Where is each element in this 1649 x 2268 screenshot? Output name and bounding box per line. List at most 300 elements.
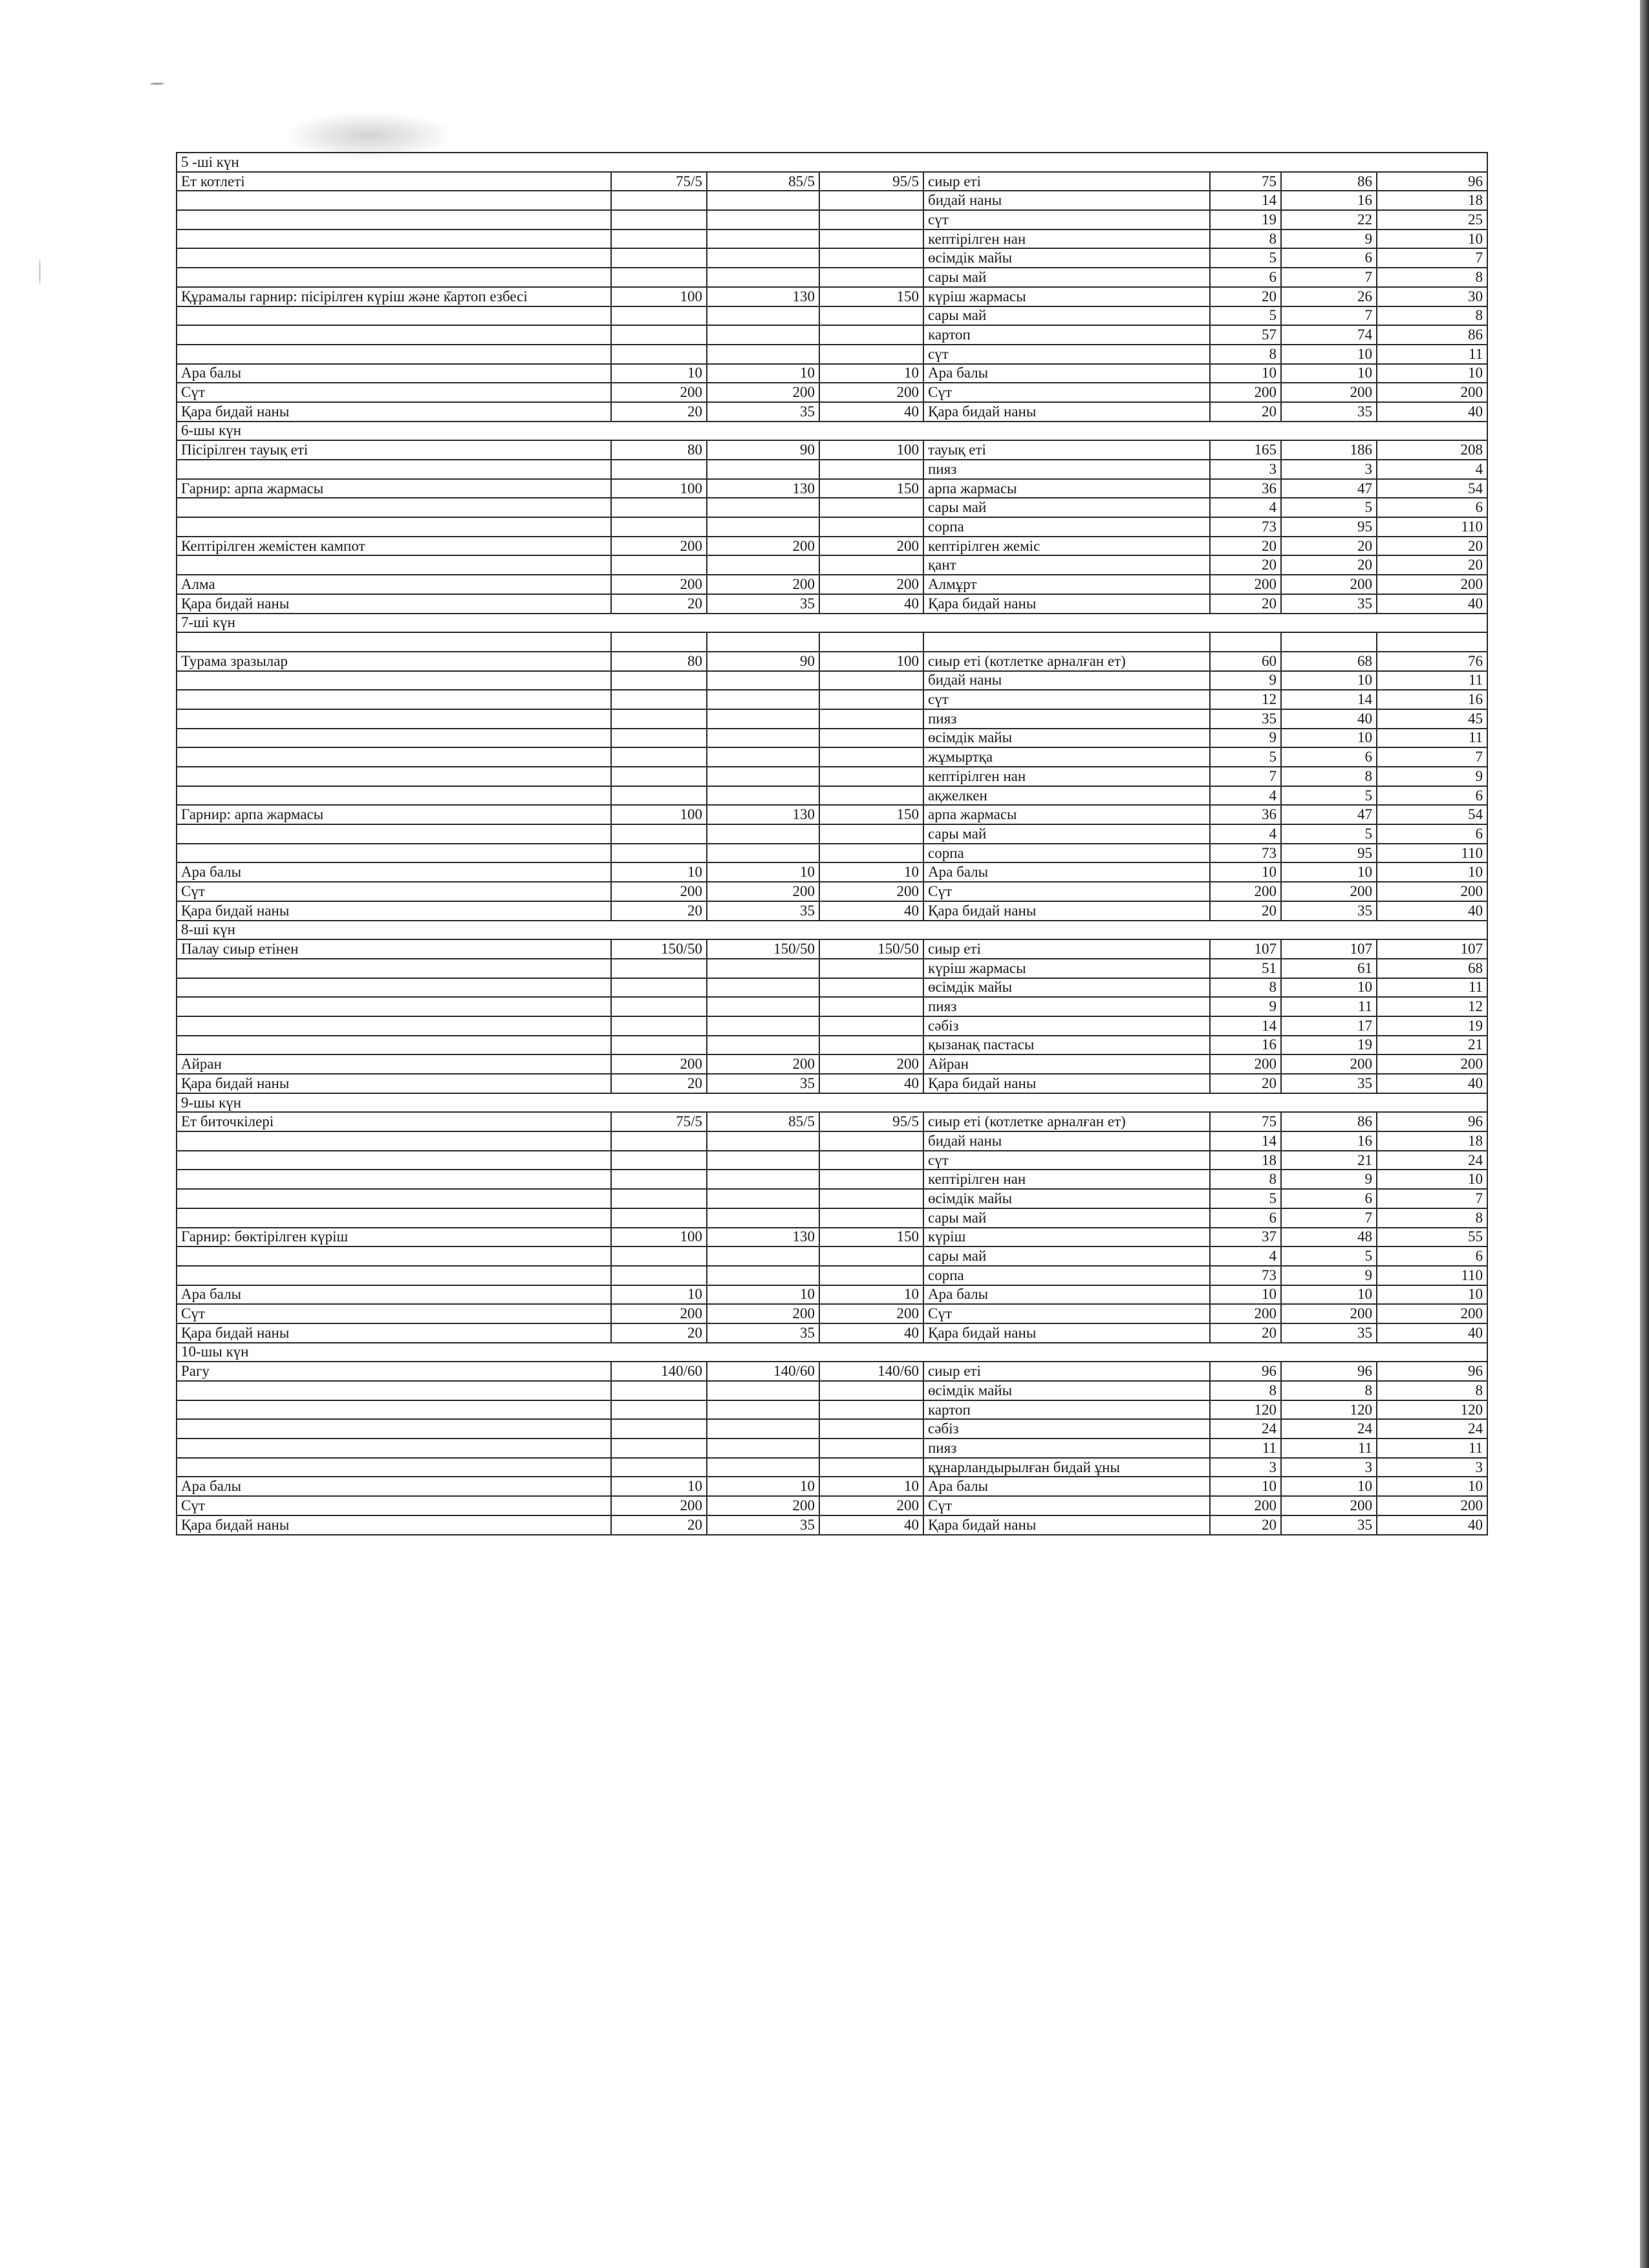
quantity-cell: 86 (1281, 1112, 1377, 1131)
quantity-cell: 200 (1377, 1496, 1487, 1515)
ingredient-cell: сәбіз (923, 1016, 1210, 1036)
ingredient-cell: бидай наны (923, 191, 1210, 210)
quantity-cell: 4 (1210, 824, 1281, 844)
quantity-cell: 26 (1281, 287, 1377, 306)
ingredient-cell: сүт (923, 1151, 1210, 1170)
quantity-cell: 6 (1281, 1189, 1377, 1208)
table-row (177, 1266, 1487, 1285)
dish-name-cell: Алма (177, 575, 611, 594)
portion-cell: 80 (611, 440, 707, 460)
quantity-cell: 35 (1281, 1515, 1377, 1535)
day-title: 6-шы күн (177, 422, 1487, 441)
portion-cell (707, 325, 819, 345)
quantity-cell: 9 (1210, 671, 1281, 690)
portion-cell: 100 (819, 440, 923, 460)
quantity-cell: 8 (1210, 978, 1281, 998)
portion-cell: 10 (819, 1477, 923, 1496)
portion-cell: 95/5 (819, 172, 923, 191)
portion-cell: 20 (611, 594, 707, 614)
table-row (177, 747, 1487, 767)
portion-cell: 10 (819, 862, 923, 882)
quantity-cell: 10 (1281, 1477, 1377, 1496)
portion-cell (611, 671, 707, 690)
ingredient-cell: сары май (923, 268, 1210, 287)
table-row (177, 1362, 1487, 1381)
portion-cell (819, 709, 923, 729)
portion-cell (819, 325, 923, 345)
portion-cell: 35 (707, 901, 819, 921)
dish-name-cell: Кептірілген жемістен кампот (177, 537, 611, 556)
quantity-cell: 110 (1377, 1266, 1487, 1285)
dish-name-cell: Қара бидай наны (177, 402, 611, 422)
portion-cell: 200 (707, 1304, 819, 1323)
quantity-cell: 7 (1210, 767, 1281, 786)
day-title: 7-ші күн (177, 614, 1487, 633)
portion-cell (611, 1381, 707, 1400)
portion-cell (611, 1016, 707, 1036)
ingredient-cell: Ара балы (923, 1477, 1210, 1496)
ingredient-cell: сорпа (923, 517, 1210, 537)
quantity-cell: 96 (1377, 172, 1487, 191)
portion-cell (611, 248, 707, 268)
portion-cell (819, 345, 923, 364)
quantity-cell: 5 (1210, 1189, 1281, 1208)
quantity-cell: 86 (1281, 172, 1377, 191)
table-row (177, 594, 1487, 614)
quantity-cell: 6 (1377, 1246, 1487, 1266)
quantity-cell: 200 (1210, 383, 1281, 402)
ingredient-cell: Сүт (923, 1496, 1210, 1515)
portion-cell (819, 824, 923, 844)
portion-cell (611, 786, 707, 806)
dish-name-cell (177, 1016, 611, 1036)
table-row (177, 1208, 1487, 1228)
ingredient-cell: картоп (923, 325, 1210, 345)
portion-cell (707, 191, 819, 210)
dish-name-cell (177, 844, 611, 863)
portion-cell: 200 (611, 1304, 707, 1323)
dish-name-cell: Айран (177, 1054, 611, 1074)
dish-name-cell: Гарнир: арпа жармасы (177, 805, 611, 824)
quantity-cell: 8 (1210, 345, 1281, 364)
table-row (177, 786, 1487, 806)
dish-name-cell (177, 959, 611, 978)
portion-cell (611, 191, 707, 210)
quantity-cell: 165 (1210, 440, 1281, 460)
dish-name-cell: Гарнир: бөктірілген күріш (177, 1228, 611, 1247)
dish-name-cell (177, 786, 611, 806)
portion-cell (611, 978, 707, 998)
dish-name-cell (177, 1131, 611, 1151)
quantity-cell: 16 (1377, 690, 1487, 709)
quantity-cell: 40 (1377, 901, 1487, 921)
menu-table (176, 152, 1488, 1535)
table-row (177, 1112, 1487, 1131)
portion-cell (611, 1400, 707, 1420)
dish-name-cell: Ара балы (177, 364, 611, 383)
quantity-cell: 4 (1377, 460, 1487, 479)
dish-name-cell: Қара бидай наны (177, 594, 611, 614)
quantity-cell: 20 (1377, 537, 1487, 556)
quantity-cell: 110 (1377, 517, 1487, 537)
day-title: 9-шы күн (177, 1093, 1487, 1113)
quantity-cell: 200 (1377, 383, 1487, 402)
day-header-row (177, 614, 1487, 633)
table-row (177, 287, 1487, 306)
ingredient-cell: тауық еті (923, 440, 1210, 460)
portion-cell (819, 1170, 923, 1189)
quantity-cell: 22 (1281, 210, 1377, 230)
table-row (177, 690, 1487, 709)
ingredient-cell: бидай наны (923, 1131, 1210, 1151)
quantity-cell: 20 (1210, 901, 1281, 921)
table-row (177, 882, 1487, 901)
ingredient-cell: сиыр еті (923, 939, 1210, 959)
dish-name-cell: Сүт (177, 1304, 611, 1323)
portion-cell (611, 210, 707, 230)
quantity-cell: 5 (1210, 248, 1281, 268)
portion-cell: 95/5 (819, 1112, 923, 1131)
quantity-cell: 200 (1210, 1054, 1281, 1074)
portion-cell (819, 997, 923, 1016)
dish-name-cell (177, 1208, 611, 1228)
quantity-cell: 40 (1377, 594, 1487, 614)
quantity-cell: 10 (1377, 862, 1487, 882)
dish-name-cell: Қара бидай наны (177, 1323, 611, 1343)
portion-cell: 150/50 (819, 939, 923, 959)
quantity-cell: 40 (1377, 1074, 1487, 1093)
quantity-cell (1281, 632, 1377, 652)
portion-cell (707, 747, 819, 767)
table-row (177, 997, 1487, 1016)
quantity-cell: 11 (1377, 1439, 1487, 1458)
quantity-cell: 6 (1210, 1208, 1281, 1228)
ingredient-cell: Қара бидай наны (923, 594, 1210, 614)
quantity-cell: 20 (1210, 1074, 1281, 1093)
quantity-cell: 208 (1377, 440, 1487, 460)
ingredient-cell: сүт (923, 210, 1210, 230)
quantity-cell: 9 (1281, 1266, 1377, 1285)
portion-cell: 40 (819, 1515, 923, 1535)
quantity-cell: 5 (1281, 786, 1377, 806)
quantity-cell: 200 (1210, 575, 1281, 594)
portion-cell (819, 1381, 923, 1400)
portion-cell (707, 844, 819, 863)
quantity-cell: 7 (1377, 747, 1487, 767)
quantity-cell: 74 (1281, 325, 1377, 345)
quantity-cell: 9 (1210, 729, 1281, 748)
quantity-cell: 40 (1281, 709, 1377, 729)
table-row (177, 1439, 1487, 1458)
ingredient-cell: сиыр еті (котлетке арналған ет) (923, 1112, 1210, 1131)
quantity-cell: 200 (1377, 575, 1487, 594)
portion-cell: 85/5 (707, 1112, 819, 1131)
quantity-cell: 4 (1210, 1246, 1281, 1266)
table-row (177, 1400, 1487, 1420)
quantity-cell: 11 (1377, 345, 1487, 364)
table-row (177, 729, 1487, 748)
portion-cell (611, 498, 707, 517)
portion-cell (819, 671, 923, 690)
table-row (177, 1496, 1487, 1515)
day-title: 5 -ші күн (177, 153, 1487, 172)
ingredient-cell: ақжелкен (923, 786, 1210, 806)
portion-cell (611, 747, 707, 767)
dish-name-cell (177, 1400, 611, 1420)
portion-cell (611, 1439, 707, 1458)
table-row (177, 555, 1487, 575)
ingredient-cell: өсімдік майы (923, 248, 1210, 268)
portion-cell: 200 (707, 537, 819, 556)
quantity-cell: 96 (1377, 1112, 1487, 1131)
table-row (177, 671, 1487, 690)
quantity-cell: 200 (1281, 383, 1377, 402)
quantity-cell: 9 (1210, 997, 1281, 1016)
quantity-cell: 20 (1377, 555, 1487, 575)
portion-cell (611, 460, 707, 479)
quantity-cell: 10 (1281, 364, 1377, 383)
dish-name-cell: Ара балы (177, 1477, 611, 1496)
portion-cell: 10 (707, 1285, 819, 1305)
portion-cell (707, 498, 819, 517)
portion-cell (707, 1458, 819, 1477)
quantity-cell: 200 (1210, 1304, 1281, 1323)
quantity-cell: 61 (1281, 959, 1377, 978)
quantity-cell: 75 (1210, 1112, 1281, 1131)
portion-cell: 200 (819, 1054, 923, 1074)
quantity-cell: 21 (1281, 1151, 1377, 1170)
quantity-cell: 8 (1210, 1170, 1281, 1189)
portion-cell (611, 632, 707, 652)
portion-cell (707, 1246, 819, 1266)
portion-cell (707, 824, 819, 844)
day-header-row (177, 153, 1487, 172)
quantity-cell: 19 (1377, 1016, 1487, 1036)
portion-cell (819, 844, 923, 863)
quantity-cell: 8 (1281, 1381, 1377, 1400)
quantity-cell: 9 (1377, 767, 1487, 786)
portion-cell (611, 555, 707, 575)
quantity-cell: 200 (1281, 575, 1377, 594)
quantity-cell: 9 (1281, 230, 1377, 249)
portion-cell (819, 747, 923, 767)
quantity-cell: 24 (1281, 1419, 1377, 1439)
dish-name-cell: Қара бидай наны (177, 1074, 611, 1093)
table-row (177, 862, 1487, 882)
quantity-cell: 25 (1377, 210, 1487, 230)
quantity-cell: 8 (1377, 1381, 1487, 1400)
ingredient-cell: Қара бидай наны (923, 402, 1210, 422)
portion-cell: 140/60 (707, 1362, 819, 1381)
portion-cell (819, 498, 923, 517)
portion-cell (819, 1419, 923, 1439)
table-row (177, 632, 1487, 652)
portion-cell (819, 767, 923, 786)
portion-cell (707, 1170, 819, 1189)
table-row (177, 1458, 1487, 1477)
ingredient-cell: арпа жармасы (923, 805, 1210, 824)
table-row (177, 1304, 1487, 1323)
quantity-cell: 96 (1377, 1362, 1487, 1381)
quantity-cell: 5 (1281, 1246, 1377, 1266)
quantity-cell: 11 (1281, 1439, 1377, 1458)
quantity-cell: 18 (1210, 1151, 1281, 1170)
portion-cell: 35 (707, 1323, 819, 1343)
portion-cell: 85/5 (707, 172, 819, 191)
dish-name-cell: Ет биточкілері (177, 1112, 611, 1131)
portion-cell: 40 (819, 901, 923, 921)
quantity-cell: 10 (1210, 1477, 1281, 1496)
portion-cell: 20 (611, 901, 707, 921)
portion-cell (707, 632, 819, 652)
portion-cell (611, 345, 707, 364)
table-row (177, 1036, 1487, 1055)
dish-name-cell (177, 191, 611, 210)
quantity-cell: 8 (1210, 1381, 1281, 1400)
quantity-cell: 24 (1210, 1419, 1281, 1439)
portion-cell: 200 (611, 575, 707, 594)
portion-cell (819, 306, 923, 326)
portion-cell: 200 (819, 575, 923, 594)
quantity-cell: 107 (1281, 939, 1377, 959)
table-row (177, 306, 1487, 326)
portion-cell (611, 1170, 707, 1189)
dish-name-cell (177, 747, 611, 767)
portion-cell: 200 (611, 383, 707, 402)
quantity-cell: 30 (1377, 287, 1487, 306)
quantity-cell: 68 (1281, 652, 1377, 671)
quantity-cell: 19 (1281, 1036, 1377, 1055)
day-header-row (177, 921, 1487, 940)
ingredient-cell: Ара балы (923, 364, 1210, 383)
quantity-cell: 21 (1377, 1036, 1487, 1055)
table-row (177, 805, 1487, 824)
portion-cell: 140/60 (611, 1362, 707, 1381)
dish-name-cell (177, 1266, 611, 1285)
dish-name-cell: Сүт (177, 383, 611, 402)
quantity-cell: 7 (1377, 1189, 1487, 1208)
quantity-cell: 3 (1210, 1458, 1281, 1477)
portion-cell (611, 844, 707, 863)
portion-cell (819, 978, 923, 998)
quantity-cell: 16 (1281, 1131, 1377, 1151)
ingredient-cell: өсімдік майы (923, 1189, 1210, 1208)
portion-cell: 200 (611, 1496, 707, 1515)
quantity-cell: 120 (1210, 1400, 1281, 1420)
portion-cell: 20 (611, 1074, 707, 1093)
dish-name-cell (177, 345, 611, 364)
quantity-cell: 12 (1210, 690, 1281, 709)
dish-name-cell (177, 1458, 611, 1477)
ingredient-cell: күріш жармасы (923, 959, 1210, 978)
ingredient-cell: кептірілген нан (923, 767, 1210, 786)
ingredient-cell: Сүт (923, 882, 1210, 901)
portion-cell (611, 997, 707, 1016)
portion-cell (819, 517, 923, 537)
dish-name-cell (177, 325, 611, 345)
ingredient-cell: Сүт (923, 1304, 1210, 1323)
dish-name-cell: Ара балы (177, 1285, 611, 1305)
dish-name-cell (177, 709, 611, 729)
quantity-cell: 12 (1377, 997, 1487, 1016)
portion-cell (819, 729, 923, 748)
ingredient-cell: құнарландырылған бидай ұны (923, 1458, 1210, 1477)
portion-cell (611, 1208, 707, 1228)
quantity-cell: 10 (1281, 671, 1377, 690)
quantity-cell: 10 (1210, 1285, 1281, 1305)
dish-name-cell (177, 690, 611, 709)
portion-cell: 10 (611, 1477, 707, 1496)
portion-cell: 200 (611, 537, 707, 556)
portion-cell (707, 1400, 819, 1420)
ingredient-cell: сары май (923, 306, 1210, 326)
quantity-cell: 40 (1377, 402, 1487, 422)
portion-cell (707, 1036, 819, 1055)
portion-cell (611, 325, 707, 345)
table-row (177, 1419, 1487, 1439)
quantity-cell: 51 (1210, 959, 1281, 978)
quantity-cell: 60 (1210, 652, 1281, 671)
ingredient-cell: кептірілген нан (923, 1170, 1210, 1189)
portion-cell (611, 690, 707, 709)
dish-name-cell: Сүт (177, 1496, 611, 1515)
portion-cell (611, 1131, 707, 1151)
table-row (177, 767, 1487, 786)
quantity-cell: 35 (1281, 594, 1377, 614)
quantity-cell: 186 (1281, 440, 1377, 460)
quantity-cell: 20 (1210, 537, 1281, 556)
portion-cell (707, 1266, 819, 1285)
quantity-cell: 57 (1210, 325, 1281, 345)
dish-name-cell (177, 1189, 611, 1208)
portion-cell (707, 671, 819, 690)
quantity-cell: 200 (1210, 1496, 1281, 1515)
table-row (177, 1381, 1487, 1400)
quantity-cell: 6 (1377, 824, 1487, 844)
portion-cell: 200 (819, 882, 923, 901)
quantity-cell: 6 (1377, 786, 1487, 806)
ingredient-cell: Қара бидай наны (923, 1515, 1210, 1535)
portion-cell: 130 (707, 287, 819, 306)
ingredient-cell: сорпа (923, 1266, 1210, 1285)
quantity-cell: 18 (1377, 191, 1487, 210)
portion-cell (707, 786, 819, 806)
day-title: 10-шы күн (177, 1343, 1487, 1362)
scan-speck (39, 259, 41, 284)
portion-cell (611, 517, 707, 537)
quantity-cell: 10 (1377, 1170, 1487, 1189)
day-title: 8-ші күн (177, 921, 1487, 940)
portion-cell (707, 767, 819, 786)
portion-cell: 10 (707, 1477, 819, 1496)
portion-cell (611, 268, 707, 287)
quantity-cell: 200 (1281, 1304, 1377, 1323)
portion-cell: 35 (707, 1074, 819, 1093)
portion-cell: 100 (611, 287, 707, 306)
quantity-cell: 36 (1210, 479, 1281, 498)
portion-cell (819, 1458, 923, 1477)
ingredient-cell: сиыр еті (923, 172, 1210, 191)
table-row (177, 517, 1487, 537)
portion-cell: 200 (707, 1054, 819, 1074)
portion-cell: 150 (819, 287, 923, 306)
portion-cell: 40 (819, 402, 923, 422)
portion-cell (611, 1036, 707, 1055)
scan-edge-shadow (1640, 0, 1649, 2268)
portion-cell (611, 306, 707, 326)
portion-cell (707, 1189, 819, 1208)
table-row (177, 402, 1487, 422)
